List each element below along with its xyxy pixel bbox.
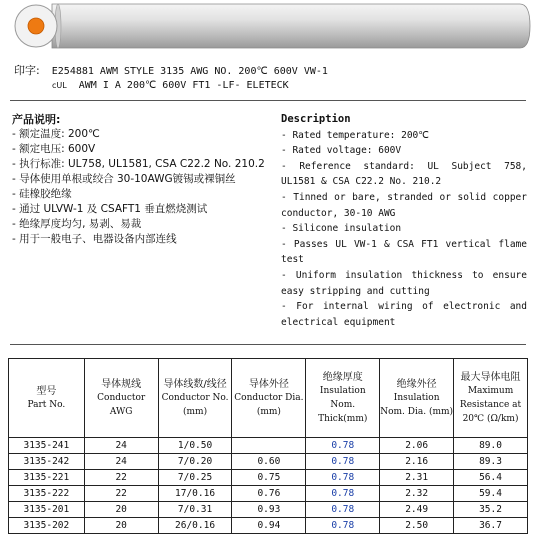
cell-resistance: 89.0 <box>454 438 528 454</box>
table-row <box>9 502 528 518</box>
cell-conductor-dia: 0.94 <box>232 518 306 534</box>
cell-conductor-no: 1/0.50 <box>158 438 232 454</box>
feature-zh-item: - 用于一般电子、电器设备内部连线 <box>12 233 177 245</box>
description-zh <box>12 112 274 247</box>
table-row <box>9 454 528 470</box>
feature-en-item: - Silicone insulation <box>281 223 402 235</box>
cell-conductor-no: 26/0.16 <box>158 518 232 534</box>
cell-resistance: 59.4 <box>454 486 528 502</box>
feature-en-item: - For internal wiring of electronic and electrical equipment <box>281 301 527 328</box>
cell-resistance: 56.4 <box>454 470 528 486</box>
cell-insulation-thick: 0.78 <box>306 502 380 518</box>
cell-resistance: 36.7 <box>454 518 528 534</box>
cell-resistance: 35.2 <box>454 502 528 518</box>
feature-zh-item: - 执行标准: UL758, UL1581, CSA C22.2 No. 210.2 <box>12 158 265 170</box>
cell-awg: 22 <box>84 470 158 486</box>
header-conductor-dia: 导体外径 Conductor Dia. (mm) <box>232 359 306 438</box>
cell-part-no: 3135-202 <box>9 518 85 534</box>
cell-conductor-no: 7/0.31 <box>158 502 232 518</box>
feature-en-item: - Passes UL VW-1 & CSA FT1 vertical flame test <box>281 238 527 266</box>
cell-resistance: 89.3 <box>454 454 528 470</box>
header-conductor-awg: 导体规线 Conductor AWG <box>84 359 158 438</box>
cell-part-no: 3135-221 <box>9 470 85 486</box>
cell-conductor-no: 7/0.25 <box>158 470 232 486</box>
cell-insulation-dia: 2.06 <box>380 438 454 454</box>
feature-zh-item: - 通过 ULVW-1 及 CSAFT1 垂直燃烧测试 <box>12 203 208 215</box>
cell-part-no: 3135-222 <box>9 486 85 502</box>
header-insulation-thick: 绝缘厚度 Insulation Nom. Thick(mm) <box>306 359 380 438</box>
table-row <box>9 486 528 502</box>
table-row <box>9 438 528 454</box>
feature-en-item: - Rated temperature: 200℃ <box>281 129 429 141</box>
cell-conductor-no: 17/0.16 <box>158 486 232 502</box>
feature-en-item: - Reference standard: UL Subject 758, UL1581 & CSA C22.2 No. 210.2 <box>281 160 527 188</box>
cell-awg: 22 <box>84 486 158 502</box>
cell-conductor-dia: 0.60 <box>232 454 306 470</box>
marking-line-2: AWM I A 200℃ 600V FT1 -LF- ELETECK <box>78 80 289 91</box>
cell-insulation-dia: 2.49 <box>380 502 454 518</box>
cell-awg: 24 <box>84 454 158 470</box>
spec-table <box>8 358 528 534</box>
cell-part-no: 3135-201 <box>9 502 85 518</box>
header-part-no: 型号 Part No. <box>9 359 85 438</box>
cell-conductor-no: 7/0.20 <box>158 454 232 470</box>
header-insulation-dia: 绝缘外径 Insulation Nom. Dia. (mm) <box>380 359 454 438</box>
print-marking <box>14 64 328 93</box>
cell-insulation-dia: 2.50 <box>380 518 454 534</box>
marking-line-1: E254881 AWM STYLE 3135 AWG NO. 200℃ 600V VW-1 <box>51 66 328 77</box>
cul-mark-icon: cUL <box>52 81 67 90</box>
table-row <box>9 518 528 534</box>
cell-awg: 20 <box>84 502 158 518</box>
cell-awg: 24 <box>84 438 158 454</box>
table-row <box>9 470 528 486</box>
feature-zh-item: - 额定电压: 600V <box>12 143 96 155</box>
table-header-row <box>9 359 528 438</box>
cell-insulation-dia: 2.31 <box>380 470 454 486</box>
cell-part-no: 3135-242 <box>9 454 85 470</box>
marking-label: 印字: <box>14 64 40 77</box>
cell-insulation-thick: 0.78 <box>306 518 380 534</box>
cell-insulation-dia: 2.16 <box>380 454 454 470</box>
description-zh-title: 产品说明: <box>12 113 61 126</box>
cell-insulation-thick: 0.78 <box>306 470 380 486</box>
cell-insulation-dia: 2.32 <box>380 486 454 502</box>
cell-conductor-dia <box>232 438 306 454</box>
cell-insulation-thick: 0.78 <box>306 438 380 454</box>
description-en-title: Description <box>281 113 351 125</box>
feature-en-item: - Uniform insulation thickness to ensure easy stripping and cutting <box>281 269 527 297</box>
feature-zh-item: - 硅橡胶绝缘 <box>12 188 72 200</box>
cell-part-no: 3135-241 <box>9 438 85 454</box>
table-divider <box>10 344 526 345</box>
header-max-resistance: 最大导体电阻 Maximum Resistance at 20℃ (Ω/km) <box>454 359 528 438</box>
cell-awg: 20 <box>84 518 158 534</box>
cell-conductor-dia: 0.76 <box>232 486 306 502</box>
feature-zh-item: - 导体使用单根或绞合 30-10AWG镀锡或裸铜丝 <box>12 173 236 185</box>
top-divider <box>10 100 526 101</box>
cell-conductor-dia: 0.93 <box>232 502 306 518</box>
cell-insulation-thick: 0.78 <box>306 486 380 502</box>
description-en <box>281 112 527 330</box>
feature-en-item: - Rated voltage: 600V <box>281 145 402 157</box>
wire-illustration <box>0 0 537 52</box>
feature-en-item: - Tinned or bare, stranded or solid copper conductor, 30-10 AWG <box>281 191 527 219</box>
feature-zh-item: - 额定温度: 200℃ <box>12 128 100 140</box>
feature-zh-item: - 绝缘厚度均匀, 易剥、易裁 <box>12 218 142 230</box>
header-conductor-no: 导体线数/线径 Conductor No. (mm) <box>158 359 232 438</box>
cell-insulation-thick: 0.78 <box>306 454 380 470</box>
cell-conductor-dia: 0.75 <box>232 470 306 486</box>
